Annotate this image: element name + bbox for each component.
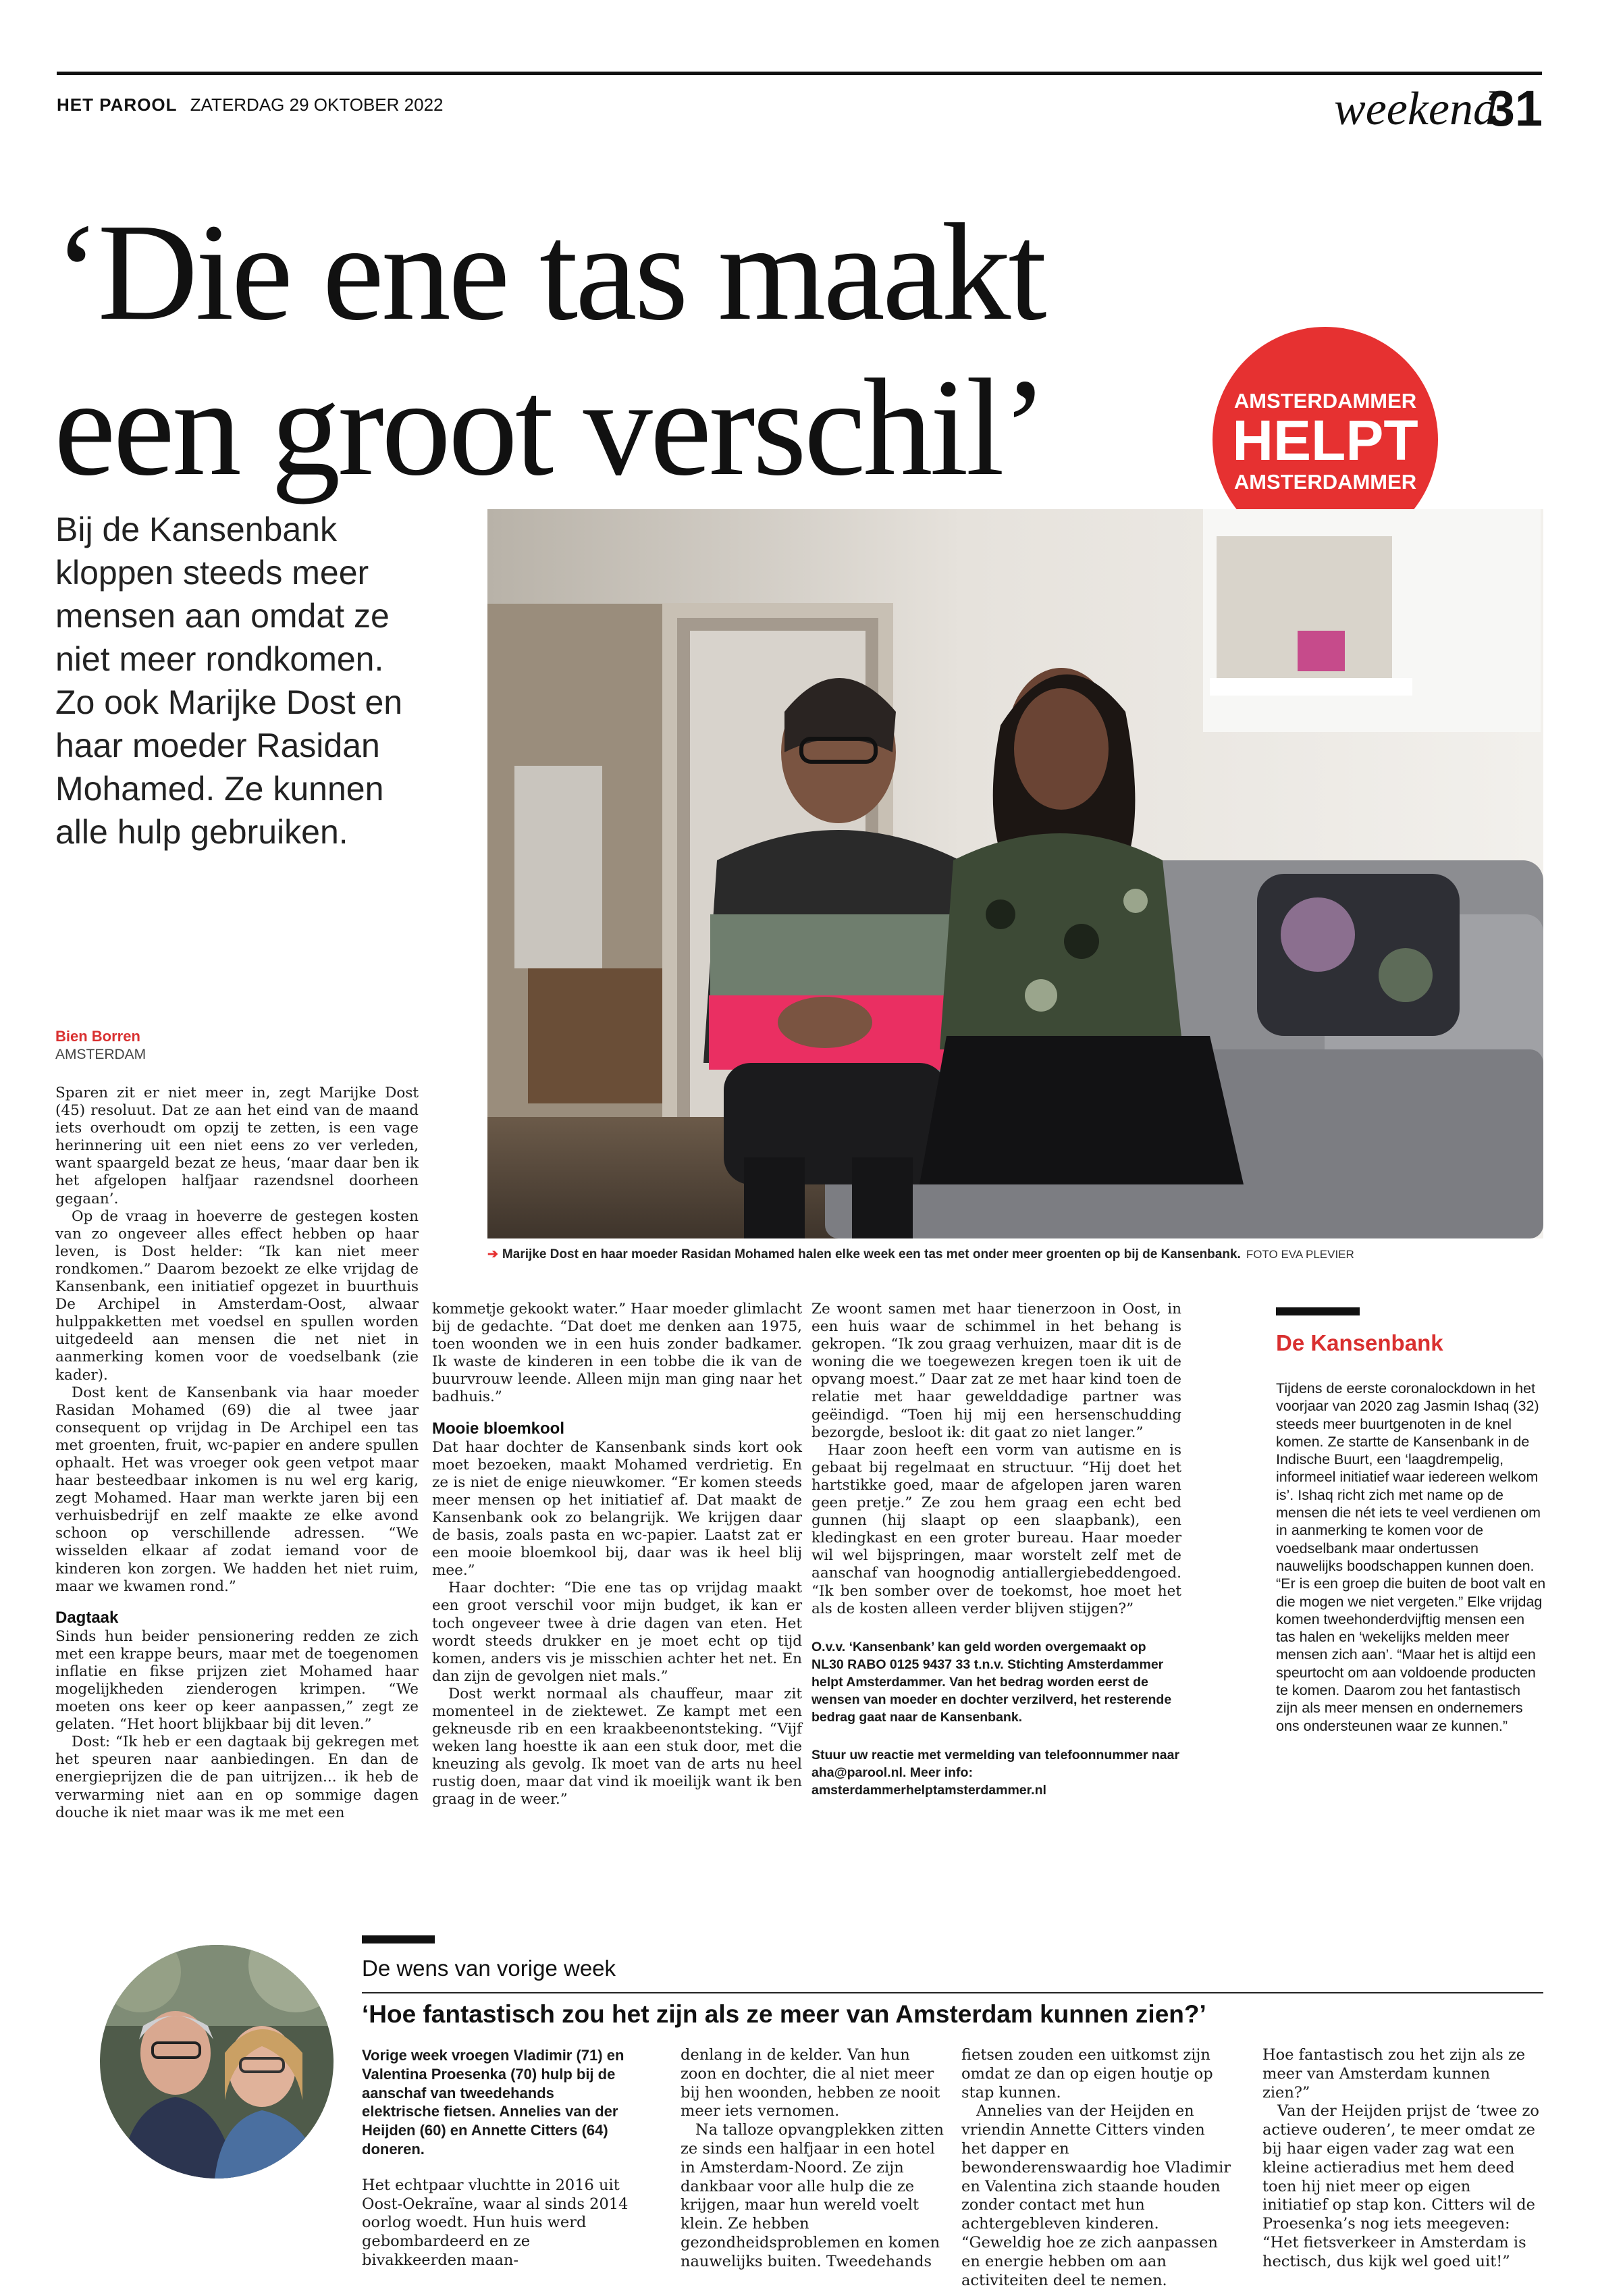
intro-line: Mohamed. Ze kunnen: [55, 770, 384, 808]
article-column-2: [432, 1301, 802, 1809]
contact-info: Stuur uw reactie met vermelding van telefoonnummer naar aha@parool.nl. Meer info: amsterdammerhelptamsterdammer.nl: [811, 1747, 1180, 1798]
dateline: AMSTERDAM: [55, 1047, 147, 1062]
headline-line: een groot verschil’: [54, 350, 1046, 504]
intro-line: kloppen steeds meer: [55, 554, 369, 592]
bottom-title: ‘Hoe fantastisch zou het zijn als ze meer van Amsterdam kunnen zien?’: [362, 2000, 1206, 2028]
newspaper-name: HET PAROOL: [57, 95, 178, 115]
bottom-column-1: [362, 2046, 632, 2270]
bottom-divider: [362, 1992, 1543, 1993]
badge-line-3: AMSTERDAMMER: [1233, 470, 1417, 494]
bottom-lead: Vorige week vroegen Vladimir (71) en Valentina Proesenka (70) hulp bij de aanschaf van tweedehands elektrische fietsen. Annelies van der Heijden (60) en Annette Citters (64) doneren.: [362, 2047, 624, 2158]
paragraph: Haar dochter: “Die ene tas op vrijdag maakt een groot verschil voor mijn budget, ik kan er toch ongeveer twee à drie dagen van eten. Het wordt steeds drukker en je moet echt op tijd komen, anders vis je misschien achter het net. En dan zijn de gevolgen niet mals.”: [432, 1580, 802, 1685]
article-column-1: [55, 1085, 419, 1822]
paragraph: denlang in de kelder. Van hun zoon en dochter, die al niet meer bij hen woonden, hebben ze nooit meer iets vernomen.: [681, 2046, 940, 2120]
paragraph: Dat haar dochter de Kansenbank sinds kort ook moet bezoeken, maakt Mohamed verdrietig. En ze is niet de enige nieuwkomer. “Er komen steeds meer mensen op het initiatief af. Dat maakt de Kansenbank ook zo belangrijk. We krijgen daar de basis, zoals pasta en wc-papier. Laatst zat er een mooie bloemkool bij, daar was ik heel blij mee.”: [432, 1438, 802, 1580]
main-photo: [487, 509, 1543, 1238]
paragraph: Annelies van der Heijden en vriendin Annette Citters vinden het dapper en bewonderenswaardig hoe Vladimir en Valentina zich staande houden zonder contact met hun achtergebleven kinderen. “Geweldig hoe ze zich aanpassen en energie hebben om aan activiteiten deel te nemen.: [961, 2102, 1231, 2289]
paragraph: Hoe fantastisch zou het zijn als ze meer van Amsterdam kunnen zien?”: [1262, 2046, 1526, 2102]
paragraph: Dost werkt normaal als chauffeur, maar zit momenteel in de ziektewet. Ze kampt met een gekneusde rib en een kraakbeenontsteking. “Vijf weken lang hoestte ik aan een stuk door, met die kneuzing als gevolg. Ik moet van de arts nu heel rustig doen, maar dat vind ik moeilijk want ik ben graag in de weer.”: [432, 1685, 802, 1808]
intro-line: niet meer rondkomen.: [55, 640, 384, 678]
paragraph: Sinds hun beider pensionering redden ze zich met een krappe beurs, maar met de toegenomen inflatie en fikse prijzen ziet Mohamed haar mogelijkheden zienderogen krimpen. “We moeten ons keer op keer aanpassen,” zegt ze gelaten. “Het hoort blijkbaar bij dit leven.”: [55, 1627, 419, 1733]
intro-line: alle hulp gebruiken.: [55, 813, 348, 851]
sidebar-text: Tijdens de eerste coronalockdown in het voorjaar van 2020 zag Jasmin Ishaq (32) steeds meer buurtgenoten in de knel komen. Ze startte de Kansenbank in de Indische Buurt, een ‘laagdrempelig, informeel initiatief waar iedereen welkom is’. Ishaq richt zich met name op de mensen die nét iets te veel verdienen om in aanmerking te komen voor de voedselbank maar ondertussen nauwelijks boodschappen kunnen doen. “Er is een groep die buiten de boot valt en die mogen we niet vergeten.” Elke vrijdag komen tweehonderdvijftig mensen een tas halen en ‘wekelijks melden meer mensen zich aan’. “Maar het is altijd een speurtocht om aan voldoende producten te komen. Daarom zou het fantastisch zijn als meer mensen en ondernemers ons ondersteunen waar ze kunnen.”: [1276, 1380, 1546, 1734]
intro-text: [55, 508, 460, 854]
donors-photo: [100, 1945, 334, 2178]
photo-caption: [487, 1247, 1354, 1262]
intro-line: mensen aan omdat ze: [55, 597, 390, 635]
bottom-column-3: [961, 2046, 1231, 2290]
intro-line: Zo ook Marijke Dost en: [55, 683, 403, 721]
article-column-3: [811, 1301, 1181, 1799]
headline: [54, 194, 1202, 505]
paragraph: Ze woont samen met haar tienerzoon in Oost, in een huis waar de schimmel in het behang is gekropen. “Ik zou graag verhuizen, maar dit is de woning die we toegewezen kregen toen ik uit de opvang moest.” Daar zat ze met haar kind toen de relatie met haar gewelddadige partner was geëindigd. “Toen hij mij een hersenschudding bezorgde, besloot ik: dit gaat zo niet langer.”: [811, 1301, 1181, 1441]
masthead: [57, 95, 444, 115]
badge-line-2: HELPT: [1232, 409, 1418, 472]
bottom-column-4: [1262, 2046, 1539, 2272]
donation-info: O.v.v. ‘Kansenbank’ kan geld worden overgemaakt op NL30 RABO 0125 9437 33 t.n.v. Stichting Amsterdammer helpt Amsterdammer. Van het bedrag worden eerst de wensen van moeder en dochter verzilverd, het resterende bedrag gaat naar de Kansenbank.: [811, 1639, 1172, 1725]
top-rule: [57, 72, 1542, 75]
paragraph: fietsen zouden een uitkomst zijn omdat ze dan op eigen houtje op stap kunnen.: [961, 2046, 1213, 2102]
paragraph: Het echtpaar vluchtte in 2016 uit Oost-Oekraïne, waar al sinds 2014 oorlog woedt. Hun huis werd gebombardeerd en ze bivakkeerden maan-: [362, 2176, 629, 2269]
subheading: Mooie bloemkool: [432, 1419, 565, 1438]
paragraph: Haar zoon heeft een vorm van autisme en is gebaat bij regelmaat en structuur. “Hij doet het hartstikke goed, maar de afgelopen jaren waren geen pretje.” Ze zou hem graag een echt bed gunnen (hij slaapt op een slaapbank), een kledingkast en een groter bureau. Haar moeder wil wel bijspringen, maar worstelt zelf met de aanschaf van hoognodig antiallergiebeddengoed. “Ik ben somber over de toekomst, hoe moet het als de kosten alleen verder blijven stijgen?”: [811, 1441, 1181, 1617]
issue-date: ZATERDAG 29 OKTOBER 2022: [190, 95, 444, 115]
bottom-kicker: De wens van vorige week: [362, 1956, 616, 1981]
page-number: 31: [1487, 80, 1543, 136]
photo-credit: FOTO EVA PLEVIER: [1246, 1248, 1354, 1261]
caption-arrow-icon: ➔: [487, 1247, 498, 1261]
sidebar-rule: [1276, 1307, 1360, 1315]
paragraph: Na talloze opvangplekken zitten ze sinds een halfjaar in een hotel in Amsterdam-Noord. Ze zijn dankbaar voor alle hulp die ze krijgen, maar hun wereld voelt klein. Ze hebben gezondheidsproblemen en komen nauwelijks buiten. Tweedehands: [681, 2121, 944, 2270]
caption-text: Marijke Dost en haar moeder Rasidan Mohamed halen elke week een tas met onder meer groenten op bij de Kansenbank.: [502, 1247, 1241, 1261]
paragraph: kommetje gekookt water.” Haar moeder glimlacht bij de gedachte. “Dat doet me denken aan 1975, toen woonden we in een huis zonder badkamer. Ik waste de kinderen in een tobbe die ik van de buurvrouw leende. Alleen mijn man ging naar het badhuis.”: [432, 1301, 802, 1406]
badge-line-1: AMSTERDAMMER: [1233, 389, 1417, 413]
intro-line: haar moeder Rasidan: [55, 727, 380, 764]
sidebar-title: De Kansenbank: [1276, 1330, 1443, 1355]
paragraph: Dost: “Ik heb er een dagtaak bij gekregen met het speuren naar aanbiedingen. En dan de energieprijzen die de pan uitrijzen... ik heb de verwarming niet aan en op sommige dagen douche ik niet maar was ik me met een: [55, 1733, 419, 1821]
byline: [55, 1028, 146, 1063]
bottom-column-2: [681, 2046, 951, 2272]
section-name: weekend: [1334, 83, 1497, 135]
headline-line: ‘Die ene tas maakt: [54, 194, 1044, 349]
author-name: Bien Borren: [55, 1028, 140, 1045]
paragraph: Sparen zit er niet meer in, zegt Marijke Dost (45) resoluut. Dat ze aan het eind van de maand iets overhoudt om opzij te zetten, is een vage herinnering uit een niet eens zo ver verleden, want spaargeld bezat ze heus, ‘maar daar ben ik het afgelopen halfjaar razendsnel doorheen gegaan’.: [55, 1085, 419, 1207]
intro-line: Bij de Kansenbank: [55, 511, 337, 548]
subheading: Dagtaak: [55, 1608, 119, 1627]
bottom-rule: [362, 1935, 435, 1943]
paragraph: Dost kent de Kansenbank via haar moeder Rasidan Mohamed (69) die al twee jaar consequent op vrijdag in De Archipel een tas met groenten, fruit, wc-papier en andere spullen ophaalt. Het was vroeger ook geen vetpot maar haar besteedbaar inkomen is nu wel erg karig, zegt Mohamed. Haar man werkte jaren bij een verhuisbedrijf en zelf maakte ze elke avond schoon op verschillende adressen. “We wisselden elkaar af zodat iemand voor de kinderen kon zorgen. We hadden het niet ruim, maar we kwamen rond.”: [55, 1384, 419, 1595]
paragraph: Op de vraag in hoeverre de gestegen kosten van zo ongeveer alles effect hebben op haar leven, is Dost helder: “Ik kan niet meer rondkomen.” Daarom bezoekt ze elke vrijdag de Kansenbank, een initiatief opgezet in buurthuis De Archipel in Amsterdam-Oost, alwaar hulppakketten met voedsel en spullen worden uitgedeeld aan mensen die net niet in aanmerking komen voor de voedselbank (zie kader).: [55, 1207, 419, 1384]
paragraph: Van der Heijden prijst de ‘twee zo actieve ouderen’, te meer omdat ze bij haar eigen vader zag wat een kleine actieradius met hem deed toen hij niet meer op eigen initiatief op stap kon. Citters wil de Proesenka’s nog iets meegeven: “Het fietsverkeer in Amsterdam is hectisch, dus kijk wel goed uit!”: [1262, 2102, 1539, 2270]
